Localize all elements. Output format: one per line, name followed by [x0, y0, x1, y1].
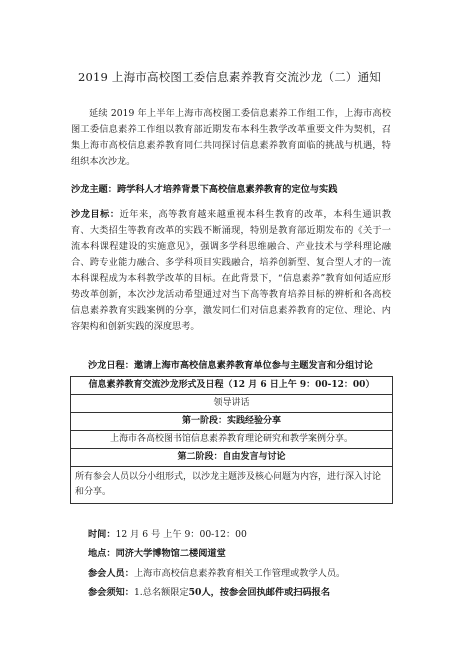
table-header: 信息素养教育交流沙龙形式及日程（12 月 6 日上午 9：00-12：00）	[88, 380, 375, 390]
attendees-label: 参会人员：	[88, 568, 134, 579]
location-line	[88, 546, 226, 562]
table-row-stage2: 第二阶段：自由发言与讨论	[71, 448, 392, 466]
attendees-line	[88, 566, 345, 582]
notice-count: 50	[188, 587, 202, 598]
location-label: 地点：	[88, 548, 116, 559]
time-label: 时间：	[88, 529, 116, 540]
time-text: 12 月 6 号 上午 9：00-12：00	[115, 529, 247, 540]
notice-label: 参会须知：	[88, 587, 134, 598]
notice-line	[88, 585, 330, 601]
schedule-line	[88, 358, 373, 374]
schedule-text: 邀请上海市高校信息素养教育单位参与主题发言和分组讨论	[133, 360, 373, 371]
theme-text: 跨学科人才培养背景下高校信息素养教育的定位与实践	[116, 184, 338, 195]
notice-text-b: 人，按参会回执邮件或扫码报名	[201, 587, 331, 598]
schedule-label: 沙龙日程：	[88, 360, 134, 371]
time-line	[88, 527, 247, 543]
table-row-stage1-desc: 上海市各高校图书馆信息素养教育理论研究和教学案例分享。	[71, 430, 392, 448]
theme-line	[71, 182, 337, 198]
goal-text: 近年来，高等教育越来越重视本科生教育的改革，本科生通识教育、大类招生等教育改革的实践不断涌现，特别是教育部近期发布的《关于一流本科课程建设的实施意见》，强调多学科思维融合、产业技术与学科理论融合、跨专业能力融合、多学科项目实践融合，培养创新型、复合型人才的一流本科课程成为本科教学改革的目标。在此背景下，“信息素养”教育如何适应形势改革创新，本次沙龙活动希望通过对当下高等教育培养目标的辨析和各高校信息素养教育实践案例的分享，激发同仁们对信息素养教育的定位、理论、内容架构和创新实践的深度思考。	[71, 209, 392, 332]
goal-paragraph	[71, 207, 391, 335]
table-row-stage1: 第一阶段：实践经验分享	[71, 412, 392, 430]
attendees-text: 上海市高校信息素养教育相关工作管理或教学人员。	[133, 568, 346, 579]
schedule-table	[70, 376, 393, 504]
goal-label: 沙龙目标：	[71, 209, 120, 220]
notice-text-a: 1.总名额限定	[133, 587, 189, 598]
location-text: 同济大学博物馆二楼阅道堂	[115, 548, 226, 559]
intro-paragraph: 延续 2019 年上半年上海市高校图工委信息素养工作组工作，上海市高校图工委信息素养工作组以教育部近期发布本科生教学改革重要文件为契机，召集上海市高校信息素养教育同仁共同探讨信息素养教育面临的挑战与机遇，特组织本次沙龙。	[71, 108, 391, 167]
theme-label: 沙龙主题：	[71, 184, 117, 195]
table-row-leader: 领导讲话	[71, 394, 392, 412]
table-row-stage2-desc: 所有参会人员以分小组形式，以沙龙主题涉及核心问题为内容，进行深入讨论和分享。	[71, 466, 392, 503]
document-title: 2019 上海市高校图工委信息素养教育交流沙龙（二）通知	[77, 70, 382, 84]
